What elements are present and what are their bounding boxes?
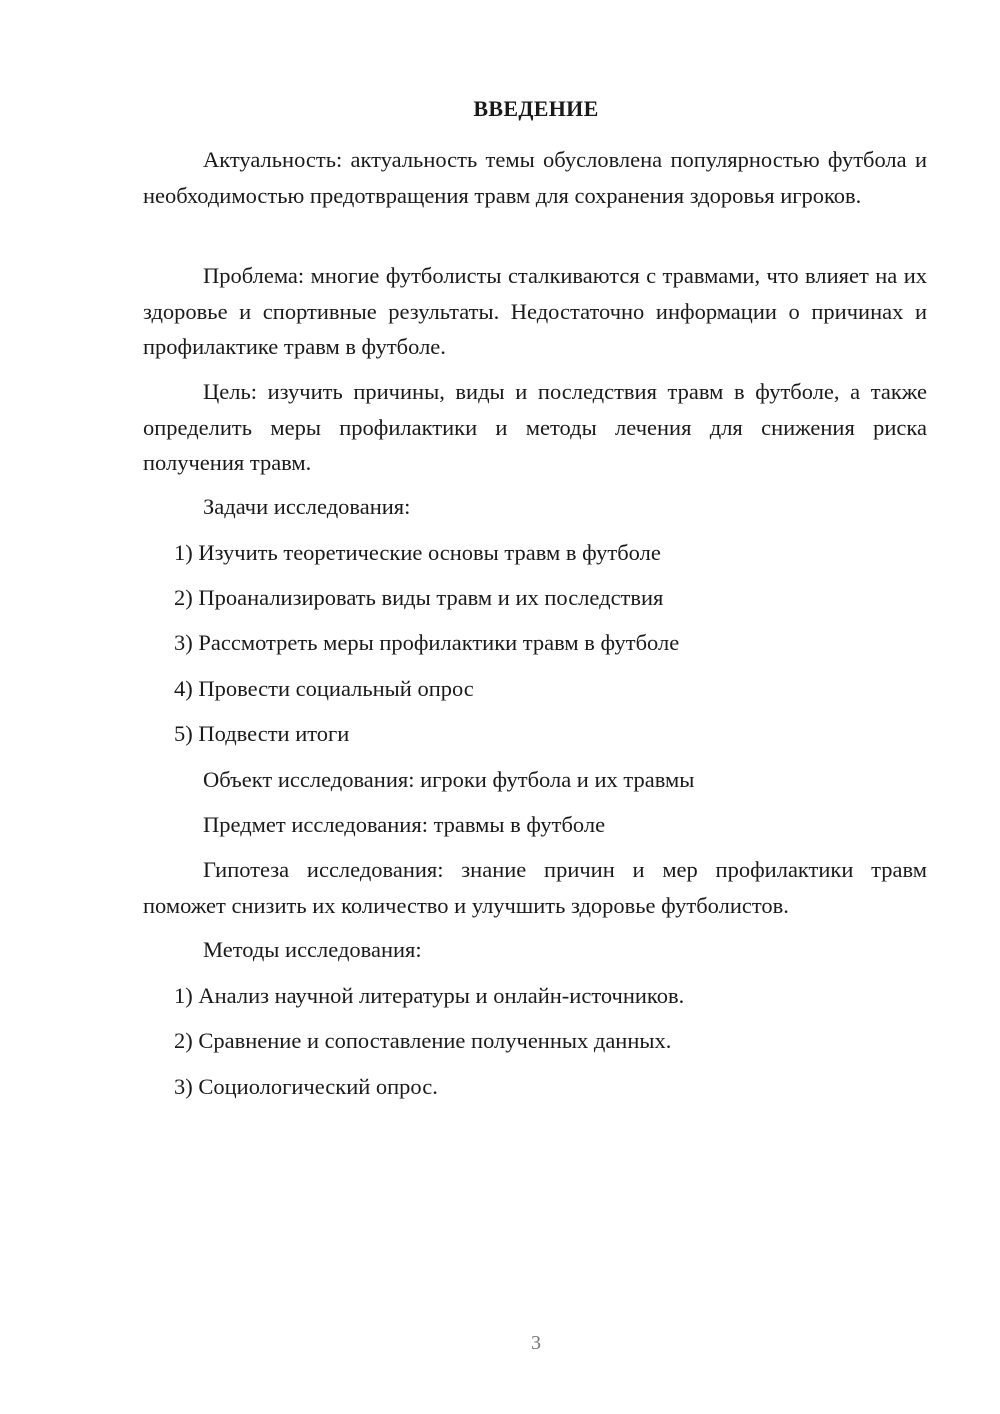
task-item: 1) Изучить теоретические основы травм в футболе: [174, 540, 661, 565]
relevance-paragraph: Актуальность: актуальность темы обусловлена популярностью футбола и необходимостью предотвращения травм для сохранения здоровья игроков.: [143, 147, 927, 208]
relevance-block: [143, 142, 927, 213]
tasks-heading: Задачи исследования:: [203, 494, 411, 519]
method-item: 3) Социологический опрос.: [174, 1074, 438, 1099]
method-item: 2) Сравнение и сопоставление полученных данных.: [174, 1028, 672, 1053]
hypothesis-paragraph: Гипотеза исследования: знание причин и мер профилактики травм поможет снизить их количество и улучшить здоровье футболистов.: [143, 857, 927, 918]
section-title: ВВЕДЕНИЕ: [473, 96, 599, 121]
task-item: 3) Рассмотреть меры профилактики травм в футболе: [174, 630, 680, 655]
goal-paragraph: Цель: изучить причины, виды и последствия травм в футболе, а также определить меры профилактики и методы лечения для снижения риска получения травм.: [143, 379, 927, 475]
task-item: 2) Проанализировать виды травм и их последствия: [174, 585, 664, 610]
problem-paragraph: Проблема: многие футболисты сталкиваются с травмами, что влияет на их здоровье и спортивные результаты. Недостаточно информации о причинах и профилактике травм в футболе.: [143, 263, 927, 359]
goal-block: [143, 374, 927, 481]
methods-heading: Методы исследования:: [203, 937, 422, 962]
problem-block: [143, 258, 927, 365]
research-subject: Предмет исследования: травмы в футболе: [203, 812, 606, 837]
research-object: Объект исследования: игроки футбола и их травмы: [203, 767, 695, 792]
page-number: 3: [531, 1332, 541, 1354]
method-item: 1) Анализ научной литературы и онлайн-источников.: [174, 983, 685, 1008]
hypothesis-block: [143, 852, 927, 923]
task-item: 5) Подвести итоги: [174, 721, 350, 746]
task-item: 4) Провести социальный опрос: [174, 676, 474, 701]
